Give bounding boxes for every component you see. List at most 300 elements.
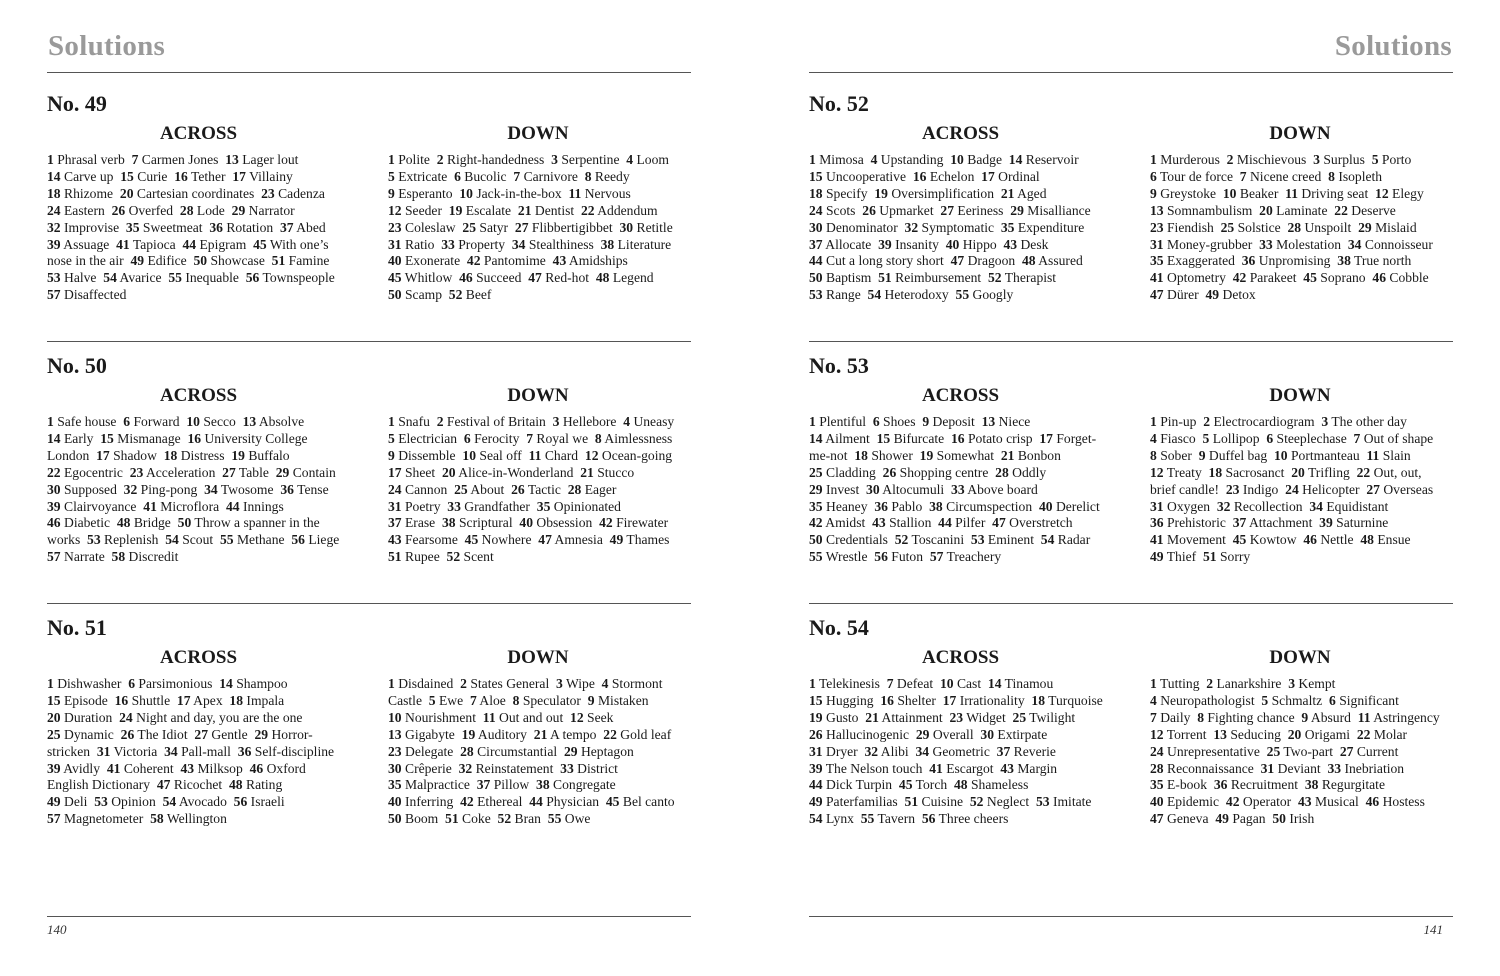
answer-text: Dissemble xyxy=(398,447,456,463)
clue-number: 35 xyxy=(388,777,402,793)
answer-text: Sweetmeat xyxy=(142,219,203,235)
clue-number: 2 xyxy=(460,676,467,691)
answer-text: Grandfather xyxy=(464,498,530,514)
answer-text: Pagan xyxy=(1232,811,1266,827)
down-answers xyxy=(1150,414,1455,566)
clue-number: 10 xyxy=(459,185,473,201)
clue-number: 54 xyxy=(162,794,177,810)
clue-number: 21 xyxy=(517,202,532,218)
clue-number: 12 xyxy=(1150,464,1164,480)
answer-text: Widget xyxy=(966,709,1006,725)
clue-number: 11 xyxy=(1357,709,1371,725)
answer-text: A tempo xyxy=(550,726,597,742)
across-column xyxy=(47,646,377,828)
puzzle-number: No. 51 xyxy=(47,615,107,640)
answer-line xyxy=(388,744,693,761)
clue-number: 22 xyxy=(1334,202,1348,218)
answer-text: Murderous xyxy=(1160,152,1220,167)
clue-number: 26 xyxy=(120,726,135,742)
clue-number: 46 xyxy=(47,515,61,531)
clue-number: 43 xyxy=(388,532,402,548)
clue-number: 42 xyxy=(1232,270,1247,286)
answer-line xyxy=(388,448,693,465)
answer-line xyxy=(809,727,1139,744)
answer-text: Radar xyxy=(1057,532,1091,548)
clue-number: 27 xyxy=(514,219,529,235)
clue-number: 31 xyxy=(96,743,111,759)
answer-text: Inebriation xyxy=(1344,760,1405,776)
answer-text: Israeli xyxy=(250,794,285,810)
clue-number: 27 xyxy=(222,464,236,480)
clue-number: 9 xyxy=(1150,185,1157,201)
answer-text: Phrasal verb xyxy=(57,152,125,167)
clue-number: 7 xyxy=(131,152,139,167)
clue-number: 48 xyxy=(116,515,131,531)
clue-number: 31 xyxy=(388,236,402,252)
answer-line xyxy=(388,203,693,220)
answer-line xyxy=(1150,431,1455,448)
clue-number: 41 xyxy=(116,236,130,252)
across-answers xyxy=(47,414,377,566)
clue-number: 27 xyxy=(940,202,955,218)
clue-number: 39 xyxy=(47,760,61,776)
clue-number: 51 xyxy=(271,253,286,269)
answer-text: Impala xyxy=(246,692,285,708)
answer-text: Dishwasher xyxy=(57,676,122,691)
answer-text: Ferocity xyxy=(474,430,520,446)
clue-number: 32 xyxy=(47,219,61,235)
clue-number: 1 xyxy=(809,676,816,691)
answer-line xyxy=(47,186,377,203)
answer-text: Echelon xyxy=(929,168,975,184)
answer-line xyxy=(47,676,377,693)
answer-text: Bran xyxy=(514,811,541,827)
clue-number: 14 xyxy=(47,168,61,184)
answer-text: Sober xyxy=(1160,447,1192,463)
clue-number: 41 xyxy=(1150,270,1164,286)
answer-line xyxy=(1150,465,1455,482)
clue-number: 13 xyxy=(388,726,402,742)
answer-text: Movement xyxy=(1167,532,1226,548)
across-column xyxy=(809,646,1139,828)
answer-text: Driving seat xyxy=(1301,185,1369,201)
clue-number: 22 xyxy=(603,726,617,742)
answer-text: Narrator xyxy=(248,202,295,218)
clue-number: 3 xyxy=(1321,414,1329,429)
answer-text: Reservoir xyxy=(1025,152,1079,167)
clue-number: 41 xyxy=(1150,532,1164,548)
answer-text: Curie xyxy=(137,168,168,184)
section-divider xyxy=(47,603,691,604)
answer-text: Assured xyxy=(1038,253,1083,269)
answer-text: Molestation xyxy=(1276,236,1342,252)
answer-text: Cobble xyxy=(1389,270,1429,286)
clue-number: 15 xyxy=(100,430,114,446)
answer-text: Secco xyxy=(203,414,236,429)
answer-text: Portmanteau xyxy=(1290,447,1360,463)
clue-number: 2 xyxy=(1203,414,1211,429)
answer-text: Overstretch xyxy=(1009,515,1073,531)
answer-text: Surplus xyxy=(1323,152,1365,167)
down-answers xyxy=(1150,152,1455,304)
clue-number: 47 xyxy=(1150,811,1164,827)
clue-number: 33 xyxy=(1259,236,1273,252)
clue-number: 19 xyxy=(231,447,245,463)
clue-number: 29 xyxy=(915,726,930,742)
clue-number: 7 xyxy=(513,168,521,184)
answer-text: Fiasco xyxy=(1160,430,1196,446)
clue-number: 52 xyxy=(446,549,461,565)
answer-text: Thames xyxy=(626,532,670,548)
answer-line xyxy=(47,727,377,744)
answer-text: Rotation xyxy=(226,219,274,235)
answer-text: Origami xyxy=(1304,726,1351,742)
answer-text: Aloe xyxy=(479,692,506,708)
answer-text: Rupee xyxy=(405,549,440,565)
answer-text: Imitate xyxy=(1052,794,1092,810)
answer-line xyxy=(388,532,693,549)
clue-number: 16 xyxy=(114,692,129,708)
answer-text: Molar xyxy=(1373,726,1408,742)
answer-text: Chard xyxy=(544,447,579,463)
clue-number: 48 xyxy=(595,270,610,286)
answer-text: Seek xyxy=(587,709,614,725)
answer-text: Apex xyxy=(193,692,223,708)
clue-number: 29 xyxy=(275,464,290,480)
clue-number: 43 xyxy=(1298,794,1312,810)
clue-number: 18 xyxy=(229,692,244,708)
clue-number: 31 xyxy=(1260,760,1275,776)
clue-number: 56 xyxy=(245,270,260,286)
answer-text: Geneva xyxy=(1167,811,1209,827)
clue-number: 50 xyxy=(177,515,192,531)
clue-number: 40 xyxy=(945,236,960,252)
clue-number: 56 xyxy=(874,549,888,565)
answer-line xyxy=(47,448,377,465)
clue-number: 12 xyxy=(1150,726,1164,742)
clue-number: 26 xyxy=(862,202,876,218)
clue-number: 49 xyxy=(1205,287,1220,303)
clue-number: 20 xyxy=(119,185,134,201)
answer-text: Irish xyxy=(1289,811,1315,827)
answer-line xyxy=(1150,761,1455,778)
answer-text: Beaker xyxy=(1239,185,1279,201)
across-heading: ACROSS xyxy=(159,123,238,144)
answer-text: Bucolic xyxy=(464,168,507,184)
clue-number: 53 xyxy=(809,287,823,303)
clue-number: 26 xyxy=(111,202,126,218)
clue-number: 11 xyxy=(1285,185,1299,201)
clue-number: 30 xyxy=(809,219,823,235)
answer-text: Coke xyxy=(462,811,491,827)
answer-text: Baptism xyxy=(826,270,872,286)
answer-text: Scent xyxy=(463,549,494,565)
answer-text: Narrate xyxy=(64,549,105,565)
answer-text: Rating xyxy=(246,777,283,793)
clue-number: 8 xyxy=(1328,168,1335,184)
clue-number: 31 xyxy=(809,743,823,759)
answer-text: Polite xyxy=(398,152,430,167)
answer-line xyxy=(809,532,1139,549)
clue-number: 24 xyxy=(1285,481,1299,497)
answer-text: Mischievous xyxy=(1236,152,1307,167)
clue-number: 56 xyxy=(291,532,305,548)
clue-number: 27 xyxy=(1339,743,1354,759)
answer-text: Eeriness xyxy=(957,202,1004,218)
answer-line xyxy=(1150,794,1455,811)
down-column xyxy=(1150,646,1455,828)
answer-text: Circumspection xyxy=(946,498,1033,514)
answer-line xyxy=(388,676,693,693)
answer-text: Specify xyxy=(826,185,868,201)
clue-number: 43 xyxy=(180,760,195,776)
across-answers xyxy=(809,414,1139,566)
answer-text: Cladding xyxy=(826,464,876,480)
answer-line xyxy=(809,287,1139,304)
answer-line xyxy=(388,414,693,431)
clue-number: 36 xyxy=(209,219,223,235)
clue-number: 4 xyxy=(626,152,634,167)
answer-text: Indigo xyxy=(1242,481,1279,497)
down-heading: DOWN xyxy=(1269,123,1331,144)
clue-number: 12 xyxy=(584,447,599,463)
clue-number: 47 xyxy=(156,777,171,793)
answer-text: London xyxy=(47,447,90,463)
answer-text: Dryer xyxy=(826,743,858,759)
answer-line xyxy=(388,515,693,532)
clue-number: 1 xyxy=(1150,676,1157,691)
answer-text: Fiendish xyxy=(1167,219,1214,235)
answer-text: Pantomime xyxy=(483,253,546,269)
clue-number: 48 xyxy=(1360,532,1374,548)
answer-text: Tour de force xyxy=(1159,168,1233,184)
clue-number: 5 xyxy=(388,430,395,446)
answer-text: The Idiot xyxy=(137,726,188,742)
answer-text: Pillow xyxy=(493,777,530,793)
answer-line xyxy=(809,482,1139,499)
clue-number: 51 xyxy=(1203,549,1217,565)
answer-text: Parsimonious xyxy=(138,676,213,691)
clue-number: 49 xyxy=(609,532,624,548)
clue-number: 27 xyxy=(194,726,208,742)
answer-text: Esperanto xyxy=(398,185,453,201)
clue-number: 47 xyxy=(538,532,552,548)
clue-number: 23 xyxy=(388,219,402,235)
answer-text: Heaney xyxy=(826,498,868,514)
answer-line xyxy=(47,253,377,270)
left-page xyxy=(47,0,691,976)
answer-text: Improvise xyxy=(64,219,120,235)
down-heading: DOWN xyxy=(507,123,569,144)
clue-number: 25 xyxy=(809,464,823,480)
clue-number: 25 xyxy=(1220,219,1235,235)
down-answers xyxy=(388,676,693,828)
clue-number: 21 xyxy=(533,726,548,742)
clue-number: 48 xyxy=(953,777,968,793)
clue-number: 19 xyxy=(874,185,888,201)
answer-text: Shameless xyxy=(970,777,1029,793)
answer-text: Opinionated xyxy=(553,498,621,514)
page-number: 141 xyxy=(1423,922,1443,937)
answer-text: Microflora xyxy=(160,498,220,514)
clue-number: 1 xyxy=(809,152,816,167)
answer-text: Twilight xyxy=(1029,709,1076,725)
answer-text: Somewhat xyxy=(936,447,995,463)
answer-text: Escargot xyxy=(946,760,994,776)
clue-number: 5 xyxy=(388,168,395,184)
clue-number: 20 xyxy=(1259,202,1273,218)
clue-number: 8 xyxy=(594,430,602,446)
clue-number: 2 xyxy=(436,152,444,167)
clue-number: 29 xyxy=(254,726,269,742)
answer-text: Reedy xyxy=(594,168,630,184)
answer-text: Circumstantial xyxy=(477,743,558,759)
clue-number: 54 xyxy=(165,532,179,548)
down-column xyxy=(388,384,693,566)
answer-text: Gentle xyxy=(211,726,248,742)
clue-number: 37 xyxy=(476,777,491,793)
answer-text: Scots xyxy=(826,202,856,218)
answer-text: Wrestle xyxy=(825,549,868,565)
clue-number: 34 xyxy=(1309,498,1323,514)
answer-text: Seducing xyxy=(1230,726,1281,742)
clue-number: 55 xyxy=(860,811,875,827)
answer-text: Gigabyte xyxy=(405,726,455,742)
clue-number: 1 xyxy=(1150,152,1157,167)
clue-number: 29 xyxy=(1358,219,1372,235)
answer-text: Owe xyxy=(564,811,591,827)
clue-number: 33 xyxy=(560,760,574,776)
answer-text: Wellington xyxy=(166,811,227,827)
clue-number: 17 xyxy=(388,464,402,480)
clue-number: 17 xyxy=(981,168,995,184)
clue-number: 7 xyxy=(886,676,894,691)
clue-number: 47 xyxy=(1150,287,1164,303)
clue-number: 13 xyxy=(981,414,996,429)
answer-text: Escalate xyxy=(465,202,512,218)
clue-number: 35 xyxy=(125,219,140,235)
clue-number: 25 xyxy=(454,481,468,497)
answer-text: Methane xyxy=(236,532,285,548)
clue-number: 36 xyxy=(874,498,888,514)
clue-number: 57 xyxy=(47,287,61,303)
answer-text: Niece xyxy=(998,414,1031,429)
answer-text: Connoisseur xyxy=(1364,236,1433,252)
right-page xyxy=(809,0,1453,976)
clue-number: 10 xyxy=(939,676,954,691)
answer-text: Royal we xyxy=(536,430,589,446)
answer-text: Red-hot xyxy=(545,270,590,286)
answer-line xyxy=(809,777,1139,794)
answer-line xyxy=(1150,448,1455,465)
clue-number: 1 xyxy=(47,414,54,429)
page-title: Solutions xyxy=(1334,30,1452,62)
answer-text: Optometry xyxy=(1167,270,1226,286)
clue-number: 51 xyxy=(388,549,402,565)
clue-number: 39 xyxy=(47,236,61,252)
answer-text: Pablo xyxy=(891,498,923,514)
answer-text: Mismanage xyxy=(117,430,181,446)
answer-text: Stallion xyxy=(889,515,932,531)
answer-text: Auditory xyxy=(477,726,527,742)
answer-line xyxy=(1150,811,1455,828)
clue-number: 1 xyxy=(809,414,816,429)
clue-number: 37 xyxy=(809,236,823,252)
answer-text: Shadow xyxy=(113,447,157,463)
answer-text: Equidistant xyxy=(1326,498,1389,514)
down-heading: DOWN xyxy=(1269,385,1331,406)
answer-text: Googly xyxy=(972,287,1014,303)
answer-line xyxy=(388,727,693,744)
clue-number: 45 xyxy=(1303,270,1317,286)
answer-line xyxy=(47,777,377,794)
answer-text: Stucco xyxy=(597,464,635,480)
answer-text: Unspoilt xyxy=(1304,219,1352,235)
answer-text: Defeat xyxy=(896,676,934,691)
answer-line xyxy=(388,186,693,203)
answer-text: Daily xyxy=(1160,709,1191,725)
clue-number: 17 xyxy=(232,168,246,184)
clue-number: 31 xyxy=(388,498,402,514)
answer-line xyxy=(809,203,1139,220)
clue-number: 50 xyxy=(388,811,402,827)
clue-number: 39 xyxy=(47,498,61,514)
answer-text: Succeed xyxy=(476,270,522,286)
answer-text: University College xyxy=(204,430,308,446)
answer-text: Derelict xyxy=(1055,498,1100,514)
clue-number: 3 xyxy=(1288,676,1296,691)
answer-text: Opinion xyxy=(111,794,156,810)
answer-line xyxy=(1150,676,1455,693)
answer-text: Tense xyxy=(297,481,329,497)
answer-text: Thief xyxy=(1166,549,1197,565)
answer-text: Heptagon xyxy=(580,743,634,759)
answer-text: Electrician xyxy=(398,430,458,446)
answer-text: District xyxy=(577,760,618,776)
answer-text: Cut a long story short xyxy=(826,253,944,269)
clue-number: 35 xyxy=(1150,777,1164,793)
clue-number: 42 xyxy=(599,515,613,531)
answer-text: Range xyxy=(826,287,861,303)
answer-text: Misalliance xyxy=(1027,202,1091,218)
answer-text: Erase xyxy=(405,515,436,531)
clue-number: 25 xyxy=(462,219,476,235)
answer-text: Lager lout xyxy=(242,152,299,167)
answer-text: Twosome xyxy=(220,481,274,497)
answer-text: States General xyxy=(470,676,550,691)
answer-text: Villainy xyxy=(249,168,293,184)
clue-number: 38 xyxy=(929,498,943,514)
clue-number: 40 xyxy=(388,253,402,269)
answer-text: Cannon xyxy=(405,481,448,497)
clue-number: 29 xyxy=(563,743,578,759)
clue-number: 16 xyxy=(174,168,188,184)
clue-number: 23 xyxy=(129,464,144,480)
clue-number: 44 xyxy=(809,777,823,793)
answer-text: Tether xyxy=(191,168,226,184)
answer-text: Lanarkshire xyxy=(1216,676,1282,691)
clue-number: 57 xyxy=(929,549,944,565)
answer-text: Laminate xyxy=(1276,202,1328,218)
answer-text: Slain xyxy=(1382,447,1411,463)
down-column xyxy=(1150,384,1455,566)
clue-number: 32 xyxy=(458,760,473,776)
answer-text: Inequable xyxy=(185,270,239,286)
answer-text: Upstanding xyxy=(880,152,944,167)
clue-number: 21 xyxy=(1000,185,1015,201)
clue-number: 23 xyxy=(388,743,402,759)
clue-number: 9 xyxy=(587,692,595,708)
